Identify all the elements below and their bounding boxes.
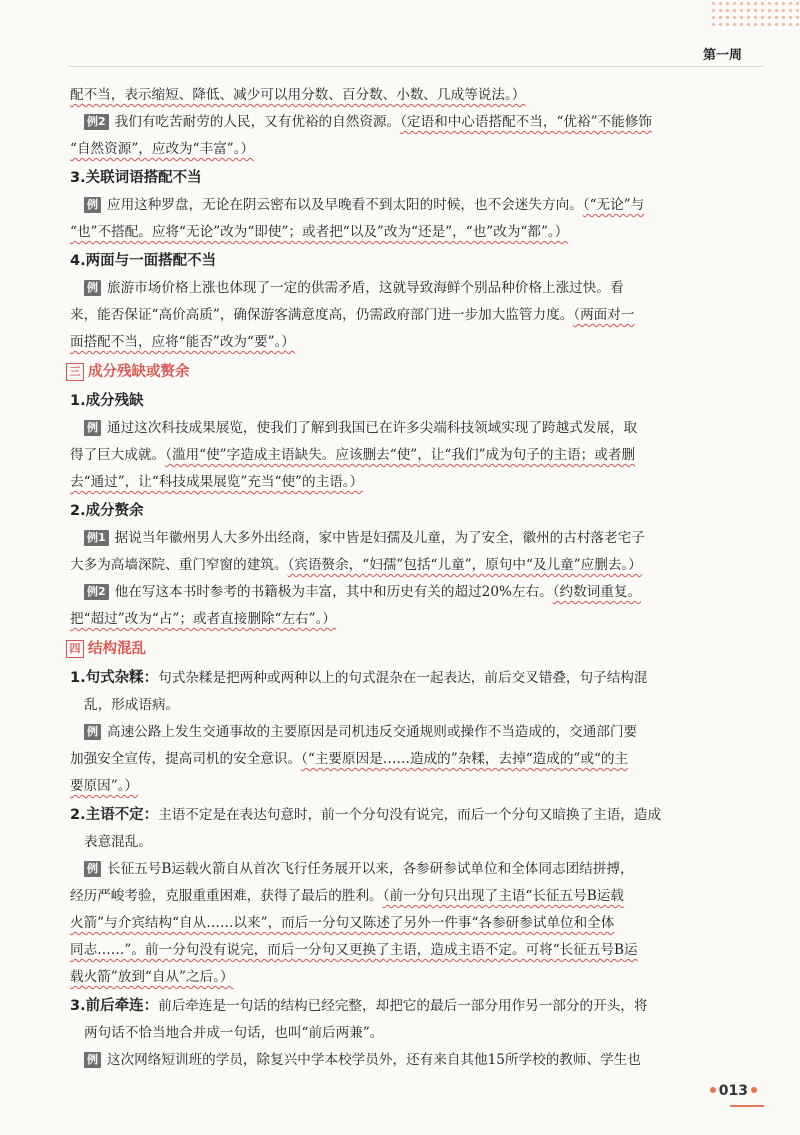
dot-icon — [710, 1087, 716, 1093]
text-line: “自然资源”，应改为“丰富”。） — [70, 141, 255, 157]
heading-3-1: 1.成分残缺 — [70, 393, 144, 409]
heading-4-3: 3.前后牵连：前后牵连是一句话的结构已经完整，却把它的最后一部分用作另一部分的开头，将 — [70, 998, 648, 1014]
section-3-title: 三 成分残缺或赘余 — [66, 358, 770, 386]
heading-4-1: 1.句式杂糅：句式杂糅是把两种或两种以上的句式混杂在一起表达，前后交叉错叠，句子结构混 — [70, 670, 648, 686]
example-tag: 例2 — [84, 584, 109, 600]
text-line: 把“超过”改为“占”；或者直接删除“左右”。） — [70, 611, 336, 627]
section-number: 四 — [66, 640, 84, 658]
text-line: 经历严峻考验，克服重重困难，获得了最后的胜利。（前一分句只出现了主语“长征五号B运载 — [70, 888, 624, 904]
example-tag: 例 — [84, 280, 101, 296]
heading-4-2: 2.主语不定：主语不定是在表达句意时，前一个分句没有说完，而后一个分句又暗换了主语，造成 — [70, 807, 662, 823]
text-line: 配不当，表示缩短、降低、减少可以用分数、百分数、小数、几成等说法。） — [70, 87, 526, 103]
example-ex9: 例 长征五号B运载火箭自从首次飞行任务展开以来，各参研参试单位和全体同志团结拼搏， — [70, 856, 770, 883]
text-line: “也”不搭配。应将“无论”改为“即使”；或者把“以及”改为“还是”，“也”改为“都”。） — [70, 224, 569, 240]
section-number: 三 — [66, 363, 84, 381]
text-line: 面搭配不当，应将“能否”改为“要”。） — [70, 334, 295, 350]
text-line: 加强安全宣传，提高司机的安全意识。（“主要原因是……造成的”杂糅，去掉“造成的”或“的主 — [70, 751, 629, 767]
example-tag: 例2 — [84, 114, 109, 130]
text-line: 载火箭”放到“自从”之后。） — [70, 969, 234, 985]
header-divider — [68, 66, 764, 67]
example-ex4: 例 旅游市场价格上涨也体现了一定的供需矛盾，这就导致海鲜个别品种价格上涨过快。看 — [70, 275, 770, 302]
page-content — [70, 82, 770, 1074]
decorative-dots — [710, 0, 800, 30]
page-number-underline — [730, 1105, 764, 1107]
week-label: 第一周 — [702, 48, 742, 63]
dot-icon — [751, 1087, 757, 1093]
text-line: 得了巨大成就。（滥用“使”字造成主语缺失。应该删去“使”，让“我们”成为句子的主语；或者删 — [70, 447, 636, 463]
example-tag: 例 — [84, 724, 101, 740]
heading-3: 3.关联词语搭配不当 — [70, 170, 202, 186]
text-line: 来，能否保证“高价高质”，确保游客满意度高，仍需政府部门进一步加大监管力度。（两面对一 — [70, 307, 635, 323]
text-line: 乱，形成语病。 — [84, 697, 180, 713]
text-line: 要原因”。） — [70, 778, 139, 794]
heading-4: 4.两面与一面搭配不当 — [70, 253, 217, 269]
text-line: 火箭”与介宾结构“自从……以来”，而后一分句又陈述了另外一件事“各参研参试单位和全体 — [70, 915, 615, 931]
text-line: 大多为高墙深院、重门窄窗的建筑。（宾语赘余，“妇孺”包括“儿童”，原句中“及儿童”应删去。） — [70, 557, 642, 573]
text-line: 去“通过”，让“科技成果展览”充当“使”的主语。） — [70, 474, 364, 490]
example-tag: 例 — [84, 197, 101, 213]
example-ex7: 例2 他在写这本书时参考的书籍极为丰富，其中和历史有关的超过20%左右。（约数词重复。 — [70, 579, 770, 606]
example-ex2: 例2 我们有吃苦耐劳的人民，又有优裕的自然资源。（定语和中心语搭配不当，“优裕”不能修饰 — [70, 109, 770, 136]
section-4-title: 四 结构混乱 — [66, 635, 770, 663]
heading-3-2: 2.成分赘余 — [70, 503, 144, 519]
example-ex5: 例 通过这次科技成果展览，使我们了解到我国已在许多尖端科技领域实现了跨越式发展，取 — [70, 415, 770, 442]
text-line: 同志……”。前一分句没有说完，而后一分句又更换了主语，造成主语不定。可将“长征五号B运 — [70, 942, 638, 958]
example-tag: 例 — [84, 420, 101, 436]
example-ex8: 例 高速公路上发生交通事故的主要原因是司机违反交通规则或操作不当造成的，交通部门要 — [70, 719, 770, 746]
example-tag: 例 — [84, 1052, 101, 1068]
example-tag: 例1 — [84, 530, 109, 546]
example-ex6: 例1 据说当年徽州男人大多外出经商，家中皆是妇孺及儿童，为了安全，徽州的古村落老宅子 — [70, 525, 770, 552]
example-tag: 例 — [84, 861, 101, 877]
example-ex3: 例 应用这种罗盘，无论在阴云密布以及早晚看不到太阳的时候，也不会迷失方向。（“无论”与 — [70, 192, 770, 219]
example-ex10: 例 这次网络短训班的学员，除复兴中学本校学员外，还有来自其他15所学校的教师、学生也 — [70, 1047, 770, 1074]
text-line: 两句话不恰当地合并成一句话，也叫“前后两兼”。 — [84, 1025, 384, 1041]
text-line: 表意混乱。 — [84, 834, 152, 850]
page-number: 013 — [707, 1083, 760, 1099]
